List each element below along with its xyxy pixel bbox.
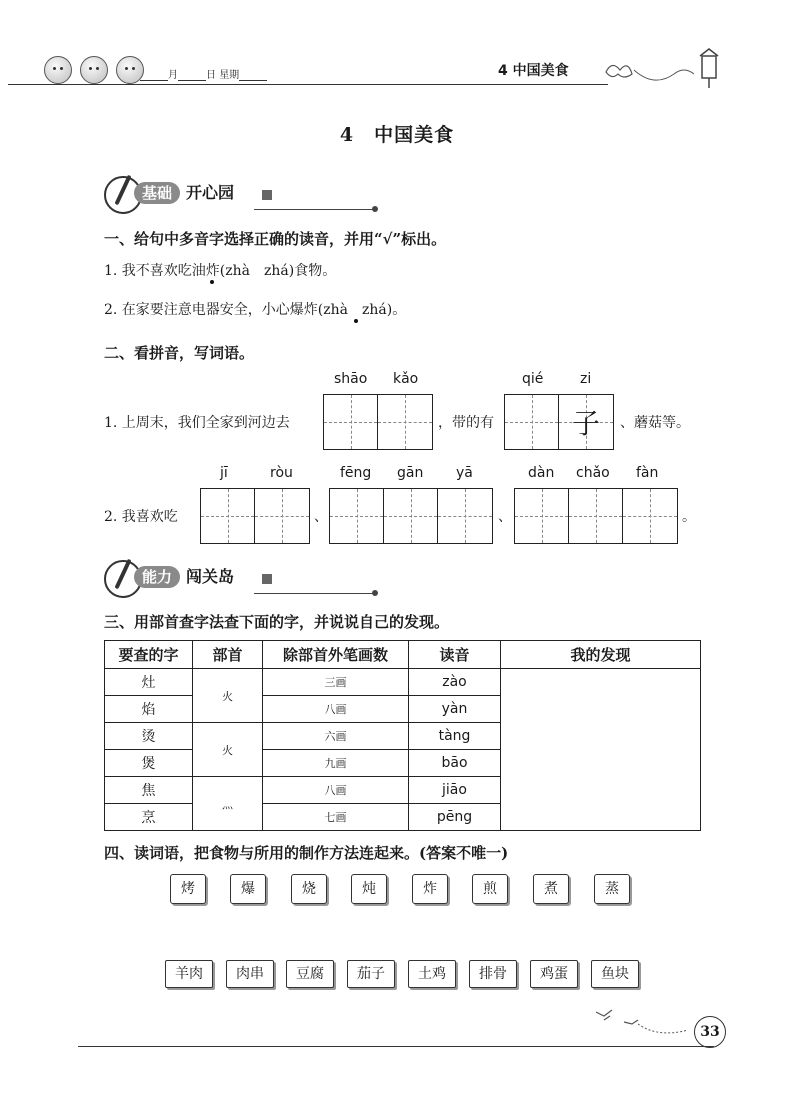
radical-cell: 火 [193,669,263,723]
food-box[interactable]: 土鸡 [408,960,456,988]
section-banner-basic [104,176,384,212]
writing-cell[interactable] [330,489,384,543]
column-header: 部首 [193,641,263,669]
pinyin: gān [397,465,424,481]
food-box[interactable]: 排骨 [469,960,517,988]
writing-cell[interactable] [201,489,255,543]
butterfly-lamp-icon [598,46,728,90]
q1-sentence-2: 2. 在家要注意电器安全，小心爆炸(zhà zhá)。 [104,302,407,318]
pinyin: shāo [334,371,368,387]
pinyin: dàn [528,465,555,481]
method-box[interactable]: 炸 [412,874,448,904]
method-box[interactable]: 蒸 [594,874,630,904]
char-cell: 烹 [105,804,193,831]
writing-grid-danchaofan[interactable] [514,488,678,544]
method-box[interactable]: 炖 [351,874,387,904]
date-line: 月 日 星期 [140,66,267,81]
strokes-cell: 八画 [263,696,409,723]
q1-heading: 一、给句中多音字选择正确的读音，并用“√”标出。 [104,230,447,248]
pinyin-cell: yàn [409,696,501,723]
method-box[interactable]: 烧 [291,874,327,904]
banner-square [262,190,272,200]
method-box[interactable]: 爆 [230,874,266,904]
writing-cell[interactable] [569,489,623,543]
strokes-cell: 八画 [263,777,409,804]
writing-cell-given: 子 [559,395,613,449]
writing-grid-fengganya[interactable] [329,488,493,544]
banner-line [254,593,374,594]
q2-heading: 二、看拼音，写词语。 [104,344,255,362]
writing-cell[interactable] [438,489,492,543]
pinyin-cell: bāo [409,750,501,777]
writing-grid-shaokao[interactable] [323,394,433,450]
method-box[interactable]: 烤 [170,874,206,904]
pinyin: yā [456,465,473,481]
pinyin: ròu [270,465,293,481]
section-banner-ability [104,560,384,596]
q2-line1-prefix: 1. 上周末，我们全家到河边去 [104,415,290,431]
pinyin-cell: tàng [409,723,501,750]
q2-line2-prefix: 2. 我喜欢吃 [104,509,178,525]
q4-heading: 四、读词语，把食物与所用的制作方法连起来。(答案不唯一) [104,844,509,862]
column-header: 除部首外笔画数 [263,641,409,669]
banner-line [254,209,374,210]
radical-lookup-table [104,640,701,831]
pinyin: qié [522,371,544,387]
pinyin: kǎo [393,371,419,387]
writing-cell[interactable] [384,489,438,543]
pinyin-cell: pēng [409,804,501,831]
table-header-row [105,641,701,669]
radical-cell: 火 [193,723,263,777]
neutral-face-icon [80,56,108,84]
strokes-cell: 六画 [263,723,409,750]
column-header: 我的发现 [501,641,701,669]
method-box[interactable]: 煮 [533,874,569,904]
pinyin-cell: zào [409,669,501,696]
smiley-face-icon [44,56,72,84]
banner-text: 闯关岛 [186,567,235,586]
header-rule [8,84,608,85]
strokes-cell: 三画 [263,669,409,696]
discovery-cell[interactable] [501,669,701,831]
banner-dot [372,206,378,212]
food-box[interactable]: 鱼块 [591,960,639,988]
char-cell: 灶 [105,669,193,696]
writing-cell[interactable] [623,489,677,543]
separator: 、 [314,509,328,525]
food-box[interactable]: 茄子 [347,960,395,988]
separator: 、 [498,509,512,525]
birds-decoration-icon [590,1000,700,1040]
banner-dot [372,590,378,596]
writing-cell[interactable] [505,395,559,449]
header-lesson-title: 4 中国美食 [498,63,569,79]
q2-line1-mid: ，带的有 [438,415,494,431]
page-number: 33 [694,1016,726,1048]
table-row [105,669,701,696]
q1-sentence-1: 1. 我不喜欢吃油炸(zhà zhá)食物。 [104,263,337,279]
char-cell: 煲 [105,750,193,777]
pinyin-cell: jiāo [409,777,501,804]
strokes-cell: 七画 [263,804,409,831]
pinyin: chǎo [576,465,610,481]
writing-cell[interactable] [255,489,309,543]
writing-grid-qiezi[interactable] [504,394,614,450]
pinyin: fēng [340,465,372,481]
pinyin: jī [220,465,228,481]
writing-grid-jirou[interactable] [200,488,310,544]
pinyin: zi [580,371,592,387]
writing-cell[interactable] [324,395,378,449]
writing-cell[interactable] [515,489,569,543]
column-header: 读音 [409,641,501,669]
banner-square [262,574,272,584]
char-cell: 焰 [105,696,193,723]
banner-pill: 基础 [134,182,180,204]
pinyin: fàn [636,465,659,481]
footer-rule [78,1046,714,1047]
period: 。 [682,509,696,525]
emphasis-dot [354,319,358,323]
method-box[interactable]: 煎 [472,874,508,904]
banner-text: 开心园 [186,183,235,202]
radical-cell: 灬 [193,777,263,831]
char-cell: 焦 [105,777,193,804]
q2-line1-suffix: 、蘑菇等。 [620,415,690,431]
page-title: 4 中国美食 [339,124,455,146]
food-box[interactable]: 羊肉 [165,960,213,988]
emphasis-dot [210,280,214,284]
strokes-cell: 九画 [263,750,409,777]
q3-heading: 三、用部首查字法查下面的字，并说说自己的发现。 [104,613,450,631]
writing-cell[interactable] [378,395,432,449]
char-cell: 烫 [105,723,193,750]
column-header: 要查的字 [105,641,193,669]
food-box[interactable]: 鸡蛋 [530,960,578,988]
food-box[interactable]: 肉串 [226,960,274,988]
banner-pill: 能力 [134,566,180,588]
food-box[interactable]: 豆腐 [286,960,334,988]
